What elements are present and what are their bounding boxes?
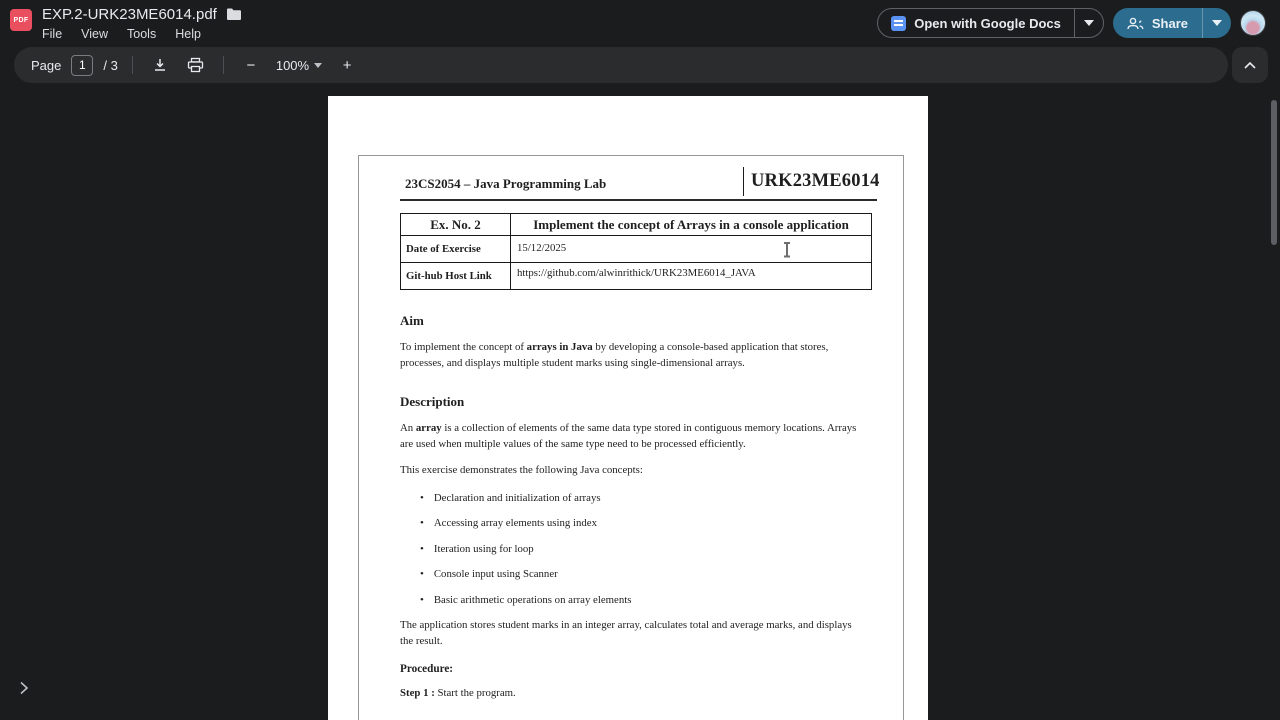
top-app-bar — [0, 0, 1280, 47]
description-heading: Description — [400, 394, 465, 410]
account-avatar[interactable] — [1240, 10, 1266, 36]
list-item: • Iteration using for loop — [420, 542, 534, 555]
file-title: EXP.2-URK23ME6014.pdf — [42, 6, 217, 23]
show-thumbnails-panel-button[interactable] — [17, 681, 33, 697]
step-1-line: Step 1 : Start the program. — [400, 686, 516, 699]
aim-heading: Aim — [400, 313, 424, 328]
exercise-title: Implement the concept of Arrays in a console application — [511, 214, 872, 236]
menu-view[interactable]: View — [81, 27, 109, 41]
move-to-folder-icon[interactable] — [226, 8, 242, 21]
open-with-dropdown-button[interactable] — [1075, 9, 1103, 37]
google-docs-icon — [891, 16, 906, 31]
zoom-level-dropdown[interactable] — [274, 58, 324, 73]
chevron-right-icon — [17, 681, 31, 695]
zoom-value: 100% — [275, 57, 310, 73]
procedure-heading: Procedure: — [400, 662, 454, 675]
share-people-icon — [1127, 17, 1144, 30]
document-header — [400, 167, 880, 196]
github-url: https://github.com/alwinrithick/URK23ME6014_JAVA — [511, 263, 872, 290]
print-button[interactable] — [183, 52, 209, 78]
github-label: Git-hub Host Link — [401, 263, 511, 290]
chevron-down-icon — [314, 63, 322, 68]
download-button[interactable] — [147, 52, 173, 78]
share-dropdown-button[interactable] — [1203, 8, 1231, 38]
menu-bar — [42, 27, 201, 41]
table-row — [401, 236, 872, 263]
zoom-out-button[interactable]: − — [246, 56, 256, 74]
collapse-toolbar-button[interactable] — [1232, 47, 1268, 83]
table-row — [401, 263, 872, 290]
pdf-page-1 — [328, 96, 928, 720]
exercise-number: Ex. No. 2 — [401, 214, 511, 236]
register-number: URK23ME6014 — [743, 167, 877, 196]
date-value: 15/12/2025 — [511, 236, 872, 263]
zoom-in-button[interactable]: + — [342, 56, 352, 74]
list-item: • Declaration and initialization of arrays — [420, 491, 601, 504]
closing-paragraph: The application stores student marks in an integer array, calculates total and average marks, and displays the result. — [400, 619, 852, 648]
pdf-viewer-area — [0, 83, 1280, 720]
table-row — [401, 214, 872, 236]
pdf-file-icon: PDF — [10, 9, 32, 31]
pdf-toolbar — [14, 47, 1228, 83]
toolbar-divider — [132, 56, 133, 74]
document-content-frame — [358, 155, 904, 720]
vertical-scrollbar-thumb[interactable] — [1271, 100, 1277, 245]
description-paragraph: An array is a collection of elements of the same data type stored in contiguous memory locations. Arrays are used when multiple values of the same type need to be processed efficiently. — [400, 422, 857, 450]
list-item: • Console input using Scanner — [420, 568, 558, 581]
menu-file[interactable]: File — [42, 27, 63, 41]
list-item: • Basic arithmetic operations on array elements — [420, 593, 632, 606]
page-label: Page — [31, 57, 62, 73]
exercise-meta-table — [400, 213, 872, 290]
menu-help[interactable]: Help — [175, 27, 201, 41]
menu-tools[interactable]: Tools — [127, 27, 157, 41]
list-item: • Accessing array elements using index — [420, 517, 597, 530]
course-title: 23CS2054 – Java Programming Lab — [405, 176, 607, 191]
toolbar-divider — [223, 56, 224, 74]
header-rule — [400, 199, 877, 201]
chevron-up-icon — [1244, 62, 1256, 69]
share-button[interactable]: Share — [1113, 8, 1231, 38]
aim-paragraph: To implement the concept of arrays in Java by developing a console-based application that stores, processes, and displays multiple student marks using single-dimensional arrays. — [400, 341, 829, 369]
page-number-input[interactable] — [71, 55, 93, 76]
concepts-intro: This exercise demonstrates the following Java concepts: — [400, 464, 643, 477]
page-total: / 3 — [103, 57, 118, 73]
concepts-list — [400, 491, 877, 608]
text-cursor — [783, 242, 791, 257]
date-label: Date of Exercise — [401, 236, 511, 263]
open-with-google-docs-button[interactable]: Open with Google Docs — [877, 8, 1104, 38]
